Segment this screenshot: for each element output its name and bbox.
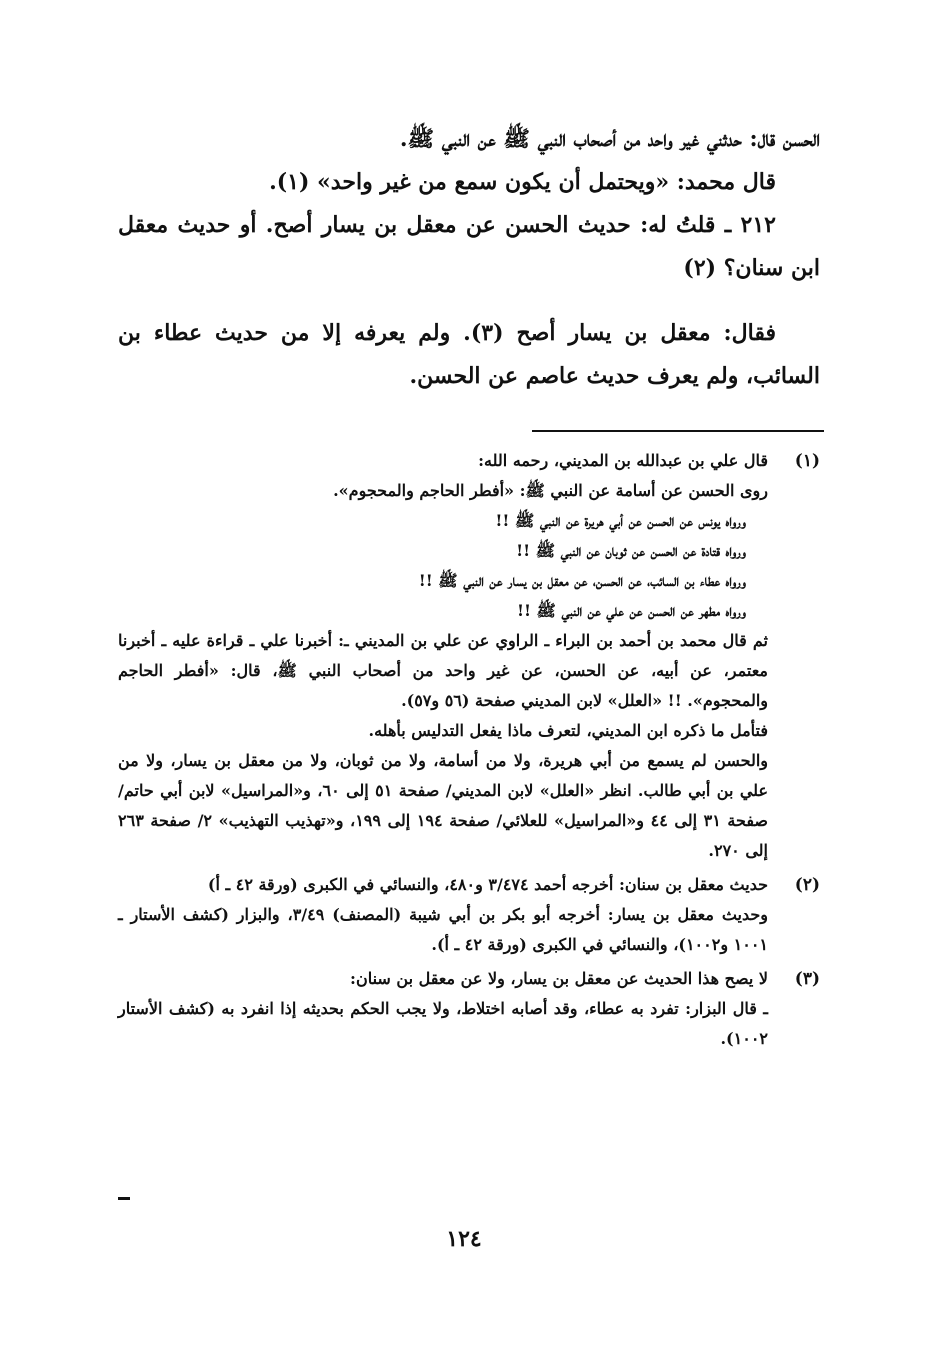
footnote-line: والحسن لم يسمع من أبي هريرة، ولا من أسامة، ولا من ثوبان، ولا من معقل بن يسار، ولا من علي بن أبي طالب. انظر «العلل» لابن المديني/ صفحة ٥١ إلى ٦٠، و«المراسيل» لابن أبي حاتم/ صفحة ٣١ إلى ٤٤ و«المراسيل» للعلائي/ صفحة ١٩٤ إلى ١٩٩، و«تهذيب التهذيب» ٢/ صفحة ٢٦٣ إلى ٢٧٠.: [118, 751, 769, 860]
footnote-body: [118, 870, 768, 960]
footnote-body: [118, 446, 768, 866]
footnote-number: (٢): [794, 875, 820, 895]
footnote-line: ورواه يونس عن الحسن عن أبي هريرة عن النبي ﷺ !!: [495, 511, 746, 530]
footnote-number: (٣): [794, 969, 820, 989]
paragraph-4: فقال: معقل بن يسار أصح (٣). ولم يعرفه إلا من حديث عطاء بن السائب، ولم يعرف حديث عاصم عن الحسن.: [118, 320, 820, 389]
footnote-line: فتأمل ما ذكره ابن المديني، لتعرف ماذا يفعل التدليس بأهله.: [368, 721, 768, 740]
footnote-line: ـ قال البزار: تفرد به عطاء، وقد أصابه اختلاط، ولا يجب الحكم بحديثه إذا انفرد به (كشف الأستار ١٠٠٢).: [118, 999, 768, 1048]
footnote-number: (١): [794, 451, 820, 471]
footnote-body: [118, 964, 768, 1054]
footnote-line: وحديث معقل بن يسار: أخرجه أبو بكر بن أبي شيبة (المصنف) ٣/٤٩، والبزار (كشف الأستار ـ ١٠٠١ و١٠٠٢)، والنسائي في الكبرى (ورقة ٤٢ ـ أ).: [118, 905, 769, 954]
main-text: [118, 118, 820, 398]
footnote-line: ورواه عطاء بن السائب، عن الحسن، عن معقل بن يسار عن النبي ﷺ !!: [418, 571, 746, 590]
page-number: ١٢٤: [446, 1226, 482, 1252]
footnote-1: [118, 446, 820, 866]
paragraph-3: ٢١٢ ـ قلتُ له: حديث الحسن عن معقل بن يسار أصح. أو حديث معقل ابن سنان؟ (٢): [118, 212, 820, 281]
footnote-line: قال علي بن عبدالله بن المديني، رحمه الله:: [478, 451, 768, 470]
footnote-3: [118, 964, 820, 1054]
footnote-line: حديث معقل بن سنان: أخرجه أحمد ٣/٤٧٤ و٤٨٠، والنسائي في الكبرى (ورقة ٤٢ ـ أ): [207, 875, 768, 894]
footnote-line: روى الحسن عن أسامة عن النبي ﷺ: «أفطر الحاجم والمحجوم».: [333, 481, 768, 500]
paragraph-1: الحسن قال: حدثني غير واحد من أصحاب النبي ﷺ عن النبي ﷺ.: [399, 126, 820, 152]
footnote-separator: [532, 430, 824, 432]
footnote-line: ثم قال محمد بن أحمد بن البراء ـ الراوي عن علي بن المديني ـ: أخبرنا علي ـ قراءة عليه ـ أخبرنا معتمر، عن أبيه، عن الحسن، عن غير واحد من أصحاب النبي ﷺ، قال: «أفطر الحاجم والمحجوم». !! «العلل» لابن المديني صفحة (٥٦ و٥٧).: [118, 631, 768, 710]
footnote-2: [118, 870, 820, 960]
footnote-line: ورواه قتادة عن الحسن عن ثوبان عن النبي ﷺ !!: [516, 541, 746, 560]
footnote-line: ورواه مطهر عن الحسن عن علي عن النبي ﷺ !!: [516, 601, 746, 620]
paragraph-2: قال محمد: «ويحتمل أن يكون سمع من غير واحد» (١).: [269, 169, 776, 195]
margin-mark: [118, 1197, 130, 1200]
footnotes: [118, 446, 820, 1058]
footnote-line: لا يصح هذا الحديث عن معقل بن يسار، ولا عن معقل بن سنان:: [350, 969, 768, 988]
